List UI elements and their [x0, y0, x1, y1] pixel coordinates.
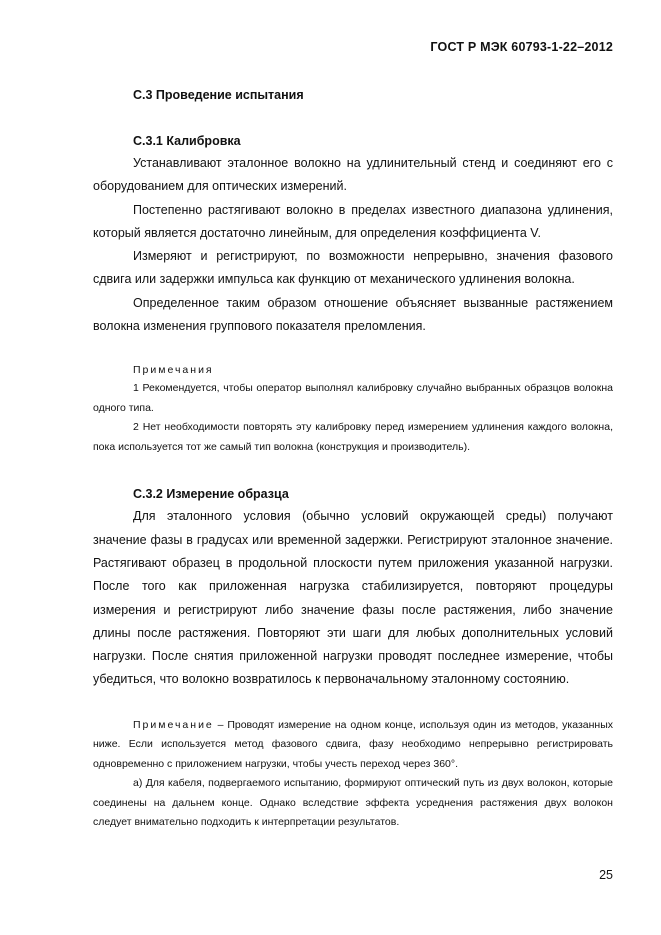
paragraph: Постепенно растягивают волокно в пределах известного диапазона удлинения, который является достаточно линейным, для определения коэффициента V.: [93, 202, 613, 240]
note-item-a: а) Для кабеля, подвергаемого испытанию, формируют оптический путь из двух волокон, которые соединены на дальнем конце. Однако вследствие эффекта усреднения растяжения двух волокон следует внимательно подходить к интерпретации результатов.: [93, 777, 613, 829]
document-code: ГОСТ Р МЭК 60793-1-22–2012: [430, 40, 613, 54]
paragraph: Устанавливают эталонное волокно на удлинительный стенд и соединяют его с оборудованием для оптических измерений.: [93, 156, 613, 194]
paragraph: Для эталонного условия (обычно условий окружающей среды) получают значение фазы в градусах или временной задержки. Регистрируют эталонное значение. Растягивают образец в продольной плоскости путем приложения указанной нагрузки. После того как приложенная нагрузка стабилизируется, повторяют процедуры измерения и регистрируют либо значение фазы после растяжения, либо значение длины после растяжения. Повторяют эти шаги для любых дополнительных условий нагрузки. После снятия приложенной нагрузки проводят последнее измерение, чтобы убедиться, что волокно возвратилось к первоначальному эталонному состоянию.: [93, 509, 613, 687]
note-text: – Проводят измерение на одном конце, используя один из методов, указанных ниже. Если используется метод фазового сдвига, фазу необходимо непрерывно регистрировать одновременно с приложением нагрузки, чтобы учесть переход через 360°.: [93, 718, 613, 770]
paragraph: Измеряют и регистрируют, по возможности непрерывно, значения фазового сдвига или задержки импульса как функцию от механического удлинения волокна.: [93, 249, 613, 287]
paragraph: Определенное таким образом отношение объясняет вызванные растяжением волокна изменения группового показателя преломления.: [93, 295, 613, 334]
note-item: 1 Рекомендуется, чтобы оператор выполнял калибровку случайно выбранных образцов волокна одного типа.: [93, 382, 613, 414]
subsection-title-measurement: С.3.2 Измерение образца: [133, 487, 289, 502]
page-number: 25: [599, 868, 613, 882]
measurement-note: [93, 716, 613, 775]
note-label: Примечание: [133, 718, 214, 731]
page-content: [93, 78, 613, 833]
notes-title: Примечания: [133, 364, 214, 377]
subsection-title-calibration: С.3.1 Калибровка: [133, 134, 241, 148]
section-title: С.3 Проведение испытания: [133, 88, 304, 102]
note-item: 2 Нет необходимости повторять эту калибровку перед измерением удлинения каждого волокна, пока используется тот же самый тип волокна (конструкция и производитель).: [93, 421, 613, 453]
